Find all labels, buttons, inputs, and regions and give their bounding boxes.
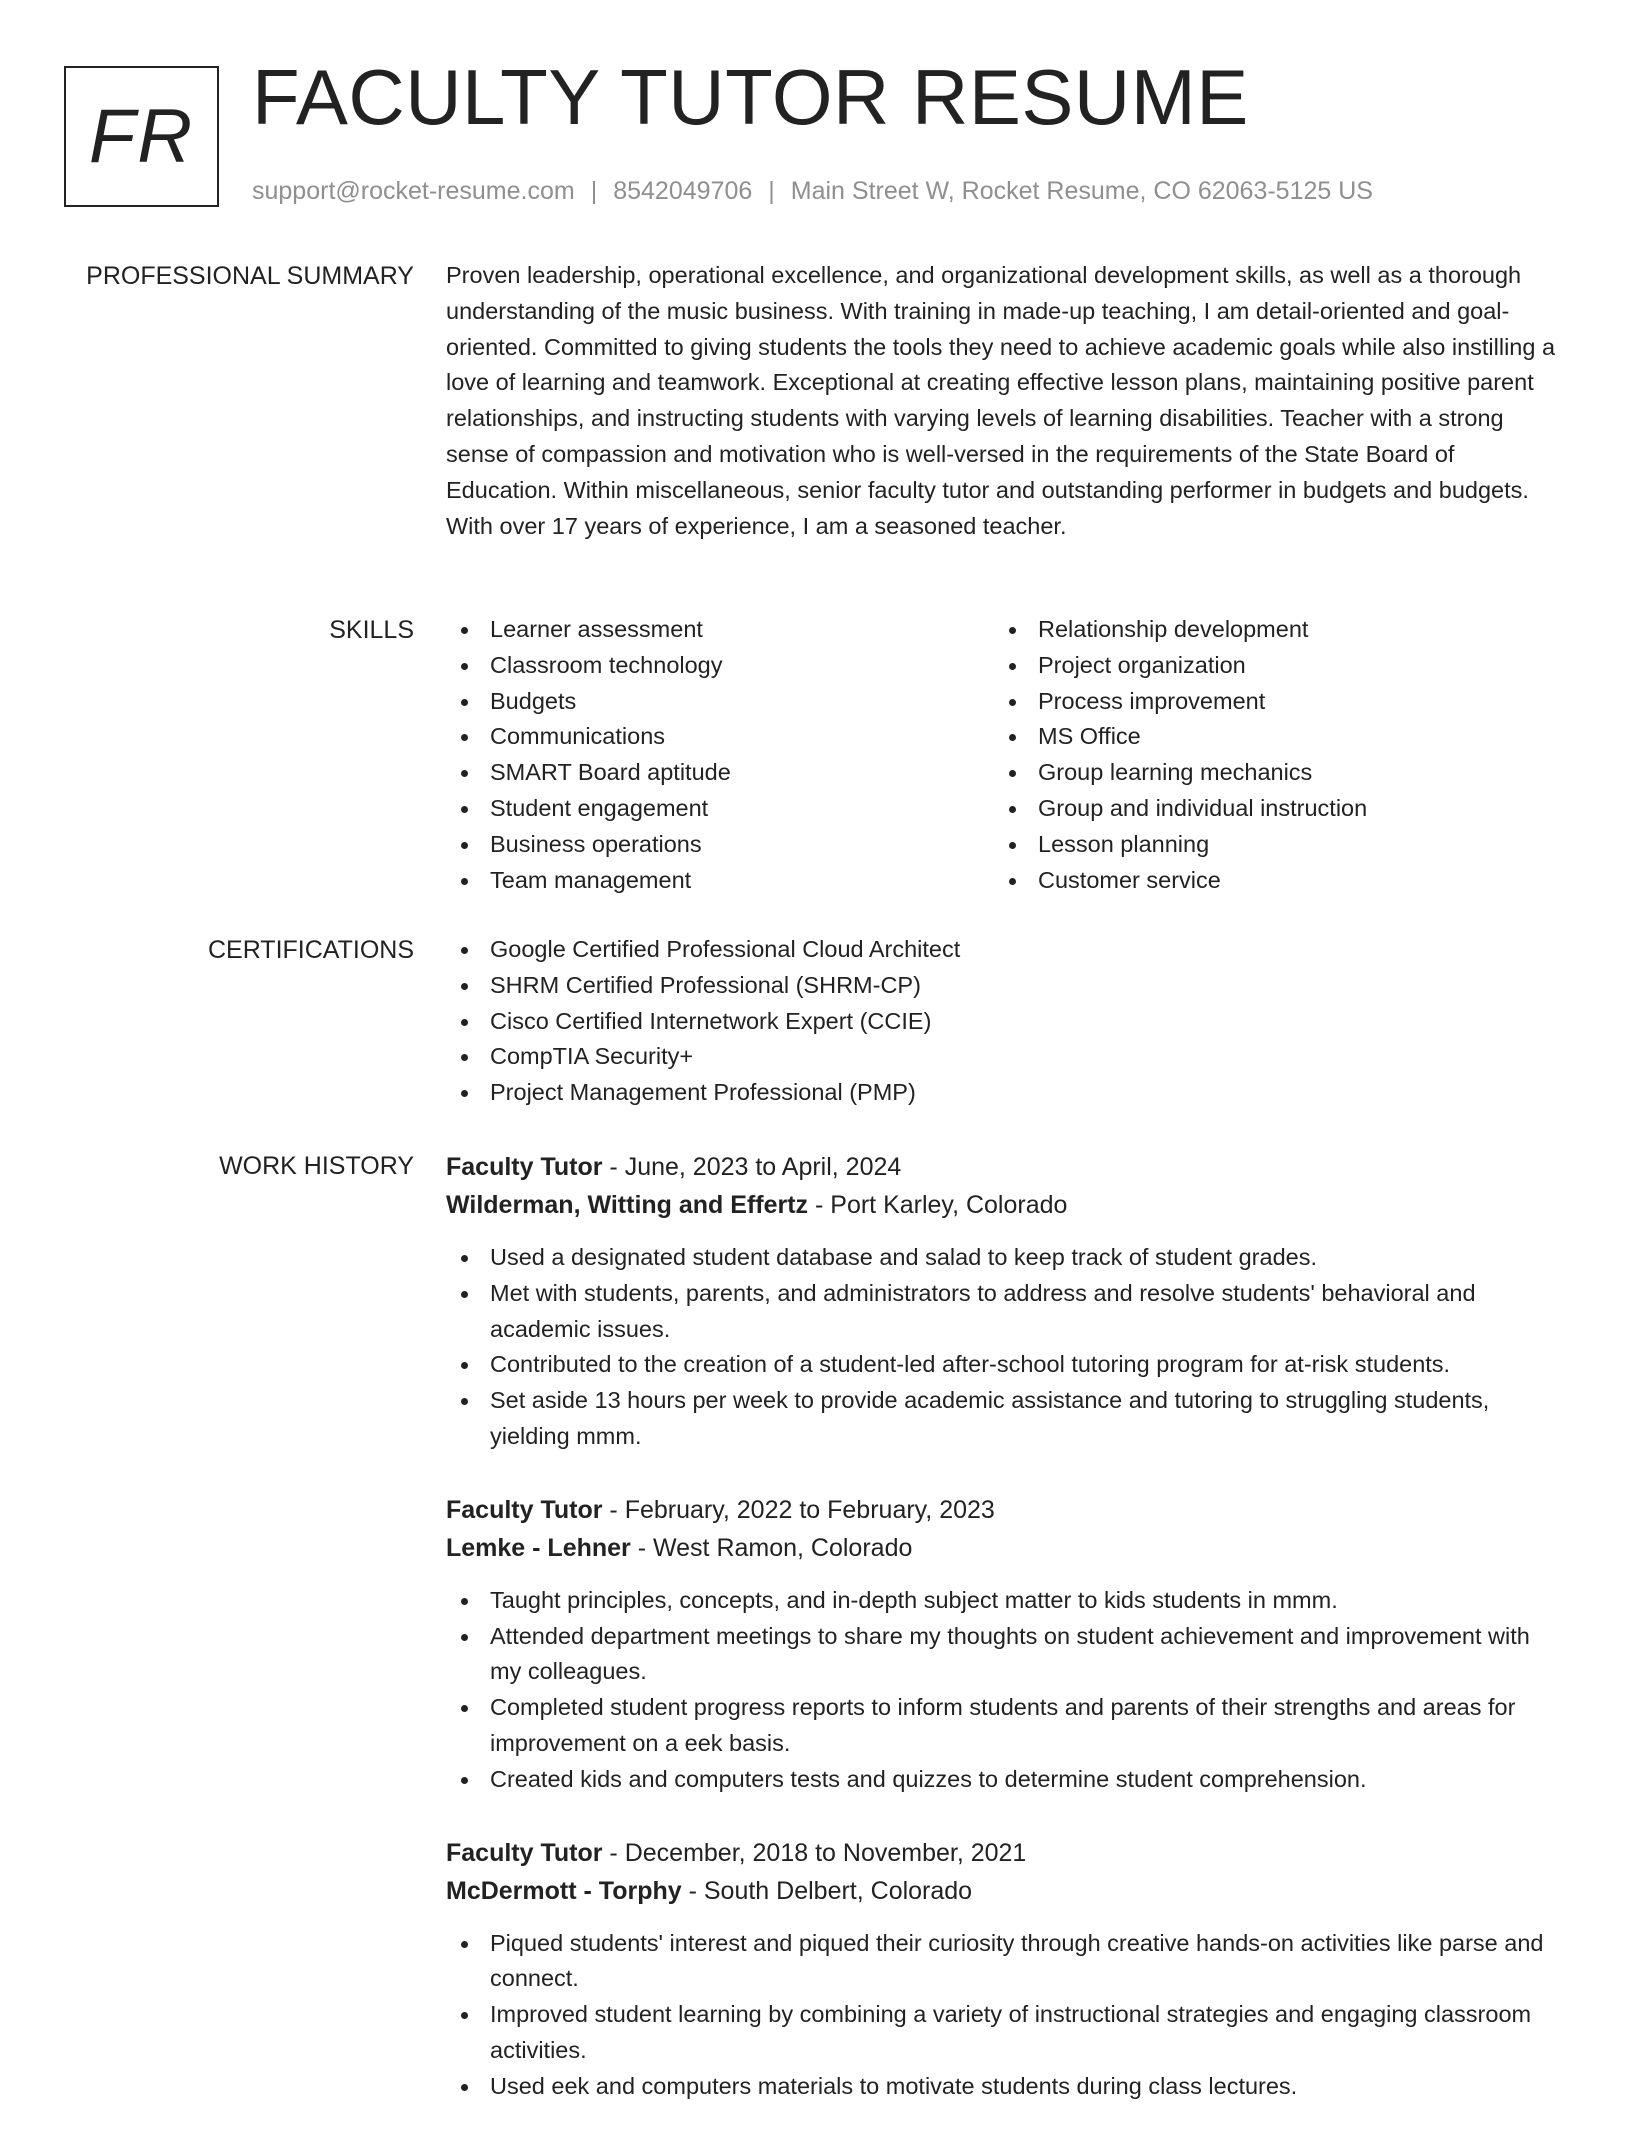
job-company: McDermott - Torphy — [446, 1876, 682, 1905]
work-history-body — [446, 1148, 1562, 2141]
job-bullets — [446, 1926, 1562, 2105]
skills-columns — [446, 612, 1562, 898]
skill-item: Team management — [446, 863, 994, 899]
job-bullet: Completed student progress reports to inform students and parents of their strengths and areas for improvement on a eek basis. — [446, 1690, 1562, 1762]
contact-separator: | — [768, 177, 775, 205]
job-company-line — [446, 1529, 1562, 1567]
job-company: Lemke - Lehner — [446, 1533, 631, 1562]
job-bullet: Set aside 13 hours per week to provide academic assistance and tutoring to struggling students, yielding mmm. — [446, 1383, 1562, 1455]
summary-text: Proven leadership, operational excellence, and organizational development skills, as well as a thorough understanding of the music business. With training in made-up teaching, I am detail-oriented and goal-oriented. Committed to giving students the tools they need to achieve academic goals while also instilling a love of learning and teamwork. Exceptional at creating effective lesson plans, maintaining positive parent relationships, and instructing students with varying levels of learning disabilities. Teacher with a strong sense of compassion and motivation who is well-versed in the requirements of the State Board of Education. Within miscellaneous, senior faculty tutor and outstanding performer in budgets and budgets. With over 17 years of experience, I am a seasoned teacher. — [446, 262, 1556, 539]
job-bullets — [446, 1583, 1562, 1798]
skill-item: Group learning mechanics — [994, 755, 1542, 791]
job-title: Faculty Tutor — [446, 1495, 603, 1524]
skills-list-left — [446, 612, 994, 898]
skill-item: Communications — [446, 719, 994, 755]
job-bullet: Taught principles, concepts, and in-depth subject matter to kids students in mmm. — [446, 1583, 1562, 1619]
certification-item: Cisco Certified Internetwork Expert (CCIE) — [446, 1004, 1562, 1040]
job-company-line — [446, 1186, 1562, 1224]
job-bullets — [446, 1240, 1562, 1455]
job-title: Faculty Tutor — [446, 1153, 603, 1181]
contact-line — [252, 176, 1373, 206]
skills-column-left — [446, 612, 994, 898]
section-heading-work-history: WORK HISTORY — [219, 1152, 414, 1180]
contact-separator: | — [590, 177, 598, 205]
skill-item: Business operations — [446, 827, 994, 863]
job-bullet: Met with students, parents, and administrators to address and resolve students' behavioral and academic issues. — [446, 1276, 1562, 1348]
skill-item: Student engagement — [446, 791, 994, 827]
job-bullet: Contributed to the creation of a student-led after-school tutoring program for at-risk students. — [446, 1347, 1562, 1383]
job-location: - Port Karley, Colorado — [808, 1191, 1068, 1219]
certifications-body — [446, 932, 1562, 1111]
job-company-line — [446, 1872, 1562, 1910]
section-heading-summary: PROFESSIONAL SUMMARY — [86, 262, 414, 290]
job-entry — [446, 1834, 1562, 2105]
skill-item: SMART Board aptitude — [446, 755, 994, 791]
job-entry — [446, 1491, 1562, 1798]
skill-item: Project organization — [994, 648, 1542, 684]
skill-item: Process improvement — [994, 684, 1542, 720]
job-bullet: Used a designated student database and salad to keep track of student grades. — [446, 1240, 1562, 1276]
skill-item: Customer service — [994, 863, 1542, 899]
job-dates: - February, 2022 to February, 2023 — [602, 1495, 995, 1524]
job-dates: - December, 2018 to November, 2021 — [602, 1838, 1027, 1867]
section-heading-skills: SKILLS — [329, 616, 414, 644]
job-bullet: Piqued students' interest and piqued their curiosity through creative hands-on activities like parse and connect. — [446, 1926, 1562, 1998]
job-location: - South Delbert, Colorado — [681, 1876, 973, 1905]
skill-item: Relationship development — [994, 612, 1542, 648]
job-title-line — [446, 1148, 1562, 1186]
contact-address: Main Street W, Rocket Resume, CO 62063-5125 US — [790, 177, 1373, 205]
skill-item: Lesson planning — [994, 827, 1542, 863]
skills-list-right — [994, 612, 1542, 898]
summary-body — [446, 258, 1562, 544]
job-location: - West Ramon, Colorado — [630, 1533, 913, 1562]
job-bullet: Used eek and computers materials to motivate students during class lectures. — [446, 2069, 1562, 2105]
monogram-initials: FR — [88, 93, 195, 179]
job-bullet: Created kids and computers tests and quizzes to determine student comprehension. — [446, 1762, 1562, 1798]
resume-title: FACULTY TUTOR RESUME — [252, 53, 1249, 141]
job-bullet: Attended department meetings to share my thoughts on student achievement and improvement with my colleagues. — [446, 1619, 1562, 1691]
contact-email[interactable]: support@rocket-resume.com — [252, 177, 575, 205]
contact-phone[interactable]: 8542049706 — [613, 177, 753, 205]
certification-item: SHRM Certified Professional (SHRM-CP) — [446, 968, 1562, 1004]
job-title-line — [446, 1491, 1562, 1529]
job-title-line — [446, 1834, 1562, 1872]
skills-column-right — [994, 612, 1542, 898]
skill-item: Group and individual instruction — [994, 791, 1542, 827]
job-entry — [446, 1148, 1562, 1455]
certification-item: CompTIA Security+ — [446, 1039, 1562, 1075]
skill-item: Budgets — [446, 684, 994, 720]
job-title: Faculty Tutor — [446, 1838, 603, 1867]
certifications-list — [446, 932, 1562, 1111]
skill-item: MS Office — [994, 719, 1542, 755]
skill-item: Learner assessment — [446, 612, 994, 648]
skills-body — [446, 612, 1562, 898]
job-bullet: Improved student learning by combining a variety of instructional strategies and engaging classroom activities. — [446, 1997, 1562, 2069]
monogram-badge — [64, 66, 219, 207]
certification-item: Google Certified Professional Cloud Architect — [446, 932, 1562, 968]
job-company: Wilderman, Witting and Effertz — [446, 1191, 809, 1219]
section-heading-certifications: CERTIFICATIONS — [207, 936, 414, 964]
certification-item: Project Management Professional (PMP) — [446, 1075, 1562, 1111]
skill-item: Classroom technology — [446, 648, 994, 684]
job-dates: - June, 2023 to April, 2024 — [602, 1153, 902, 1181]
